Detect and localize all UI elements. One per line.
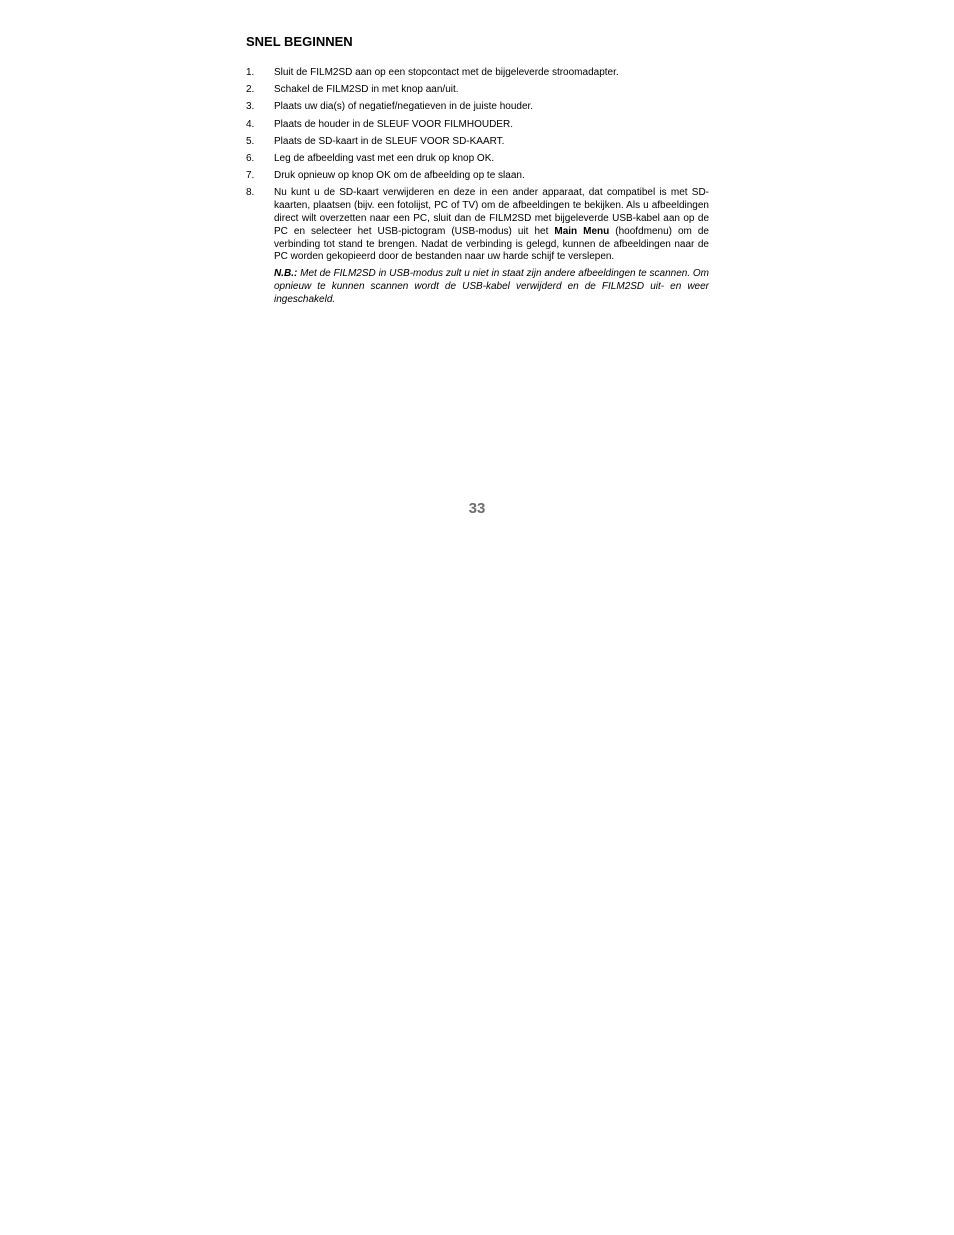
step-text: Plaats de houder in de SLEUF VOOR FILMHOUDER.	[274, 118, 513, 130]
step-text: Plaats de SD-kaart in de SLEUF VOOR SD-KAART.	[274, 135, 505, 147]
step-number: 7.	[246, 170, 255, 182]
step-text: Plaats uw dia(s) of negatief/negatieven in de juiste houder.	[274, 101, 534, 113]
note-text: Met de FILM2SD in USB-modus zult u niet in staat zijn andere afbeeldingen te scannen. Om opnieuw te kunnen scannen wordt de USB-kabel verwijderd en de FILM2SD uit- en weer ingeschakeld.	[274, 268, 709, 305]
step-item	[246, 187, 709, 264]
step-text: Leg de afbeelding vast met een druk op knop OK.	[274, 152, 495, 164]
main-menu-term: Main Menu	[554, 225, 610, 237]
step-text	[274, 187, 709, 264]
step-text-part: Nu kunt u de SD-kaart verwijderen en deze in een ander apparaat, dat compatibel is met SD-kaarten, plaatsen (bijv. een fotolijst, PC of TV) om de afbeeldingen te bekijken. Als u afbeeldingen direct wilt overzetten naar een PC, sluit dan de FILM2SD met bijgeleverde USB-kabel aan op de PC en selecteer het USB-pictogram (USB-modus) uit het	[274, 187, 709, 237]
step-item	[246, 136, 709, 149]
steps-list	[246, 67, 709, 264]
step-number: 2.	[246, 84, 255, 96]
step-number: 3.	[246, 101, 255, 113]
step-item	[246, 170, 709, 183]
step-text: Schakel de FILM2SD in met knop aan/uit.	[274, 84, 459, 96]
step-item	[246, 67, 709, 80]
page-content	[246, 34, 709, 306]
step-text: Druk opnieuw op knop OK om de afbeelding op te slaan.	[274, 170, 525, 182]
step-number: 4.	[246, 118, 255, 130]
page-number: 33	[468, 500, 486, 517]
step-text-part: (hoofdmenu) om de verbinding tot stand te brengen. Nadat de verbinding is gelegd, kunnen de afbeeldingen naar de PC worden gekopieerd door de bestanden naar uw harde schijf te verslepen.	[274, 225, 709, 263]
step-item	[246, 119, 709, 132]
note-label: N.B.:	[274, 268, 298, 280]
step-item	[246, 153, 709, 166]
usb-mode-note	[274, 268, 709, 306]
step-item	[246, 101, 709, 114]
step-item	[246, 84, 709, 97]
step-text: Sluit de FILM2SD aan op een stopcontact met de bijgeleverde stroomadapter.	[274, 67, 619, 78]
step-number: 5.	[246, 135, 255, 147]
section-title: SNEL BEGINNEN	[246, 34, 353, 49]
step-number: 1.	[246, 67, 255, 78]
step-number: 6.	[246, 152, 255, 164]
step-number: 8.	[246, 187, 255, 199]
